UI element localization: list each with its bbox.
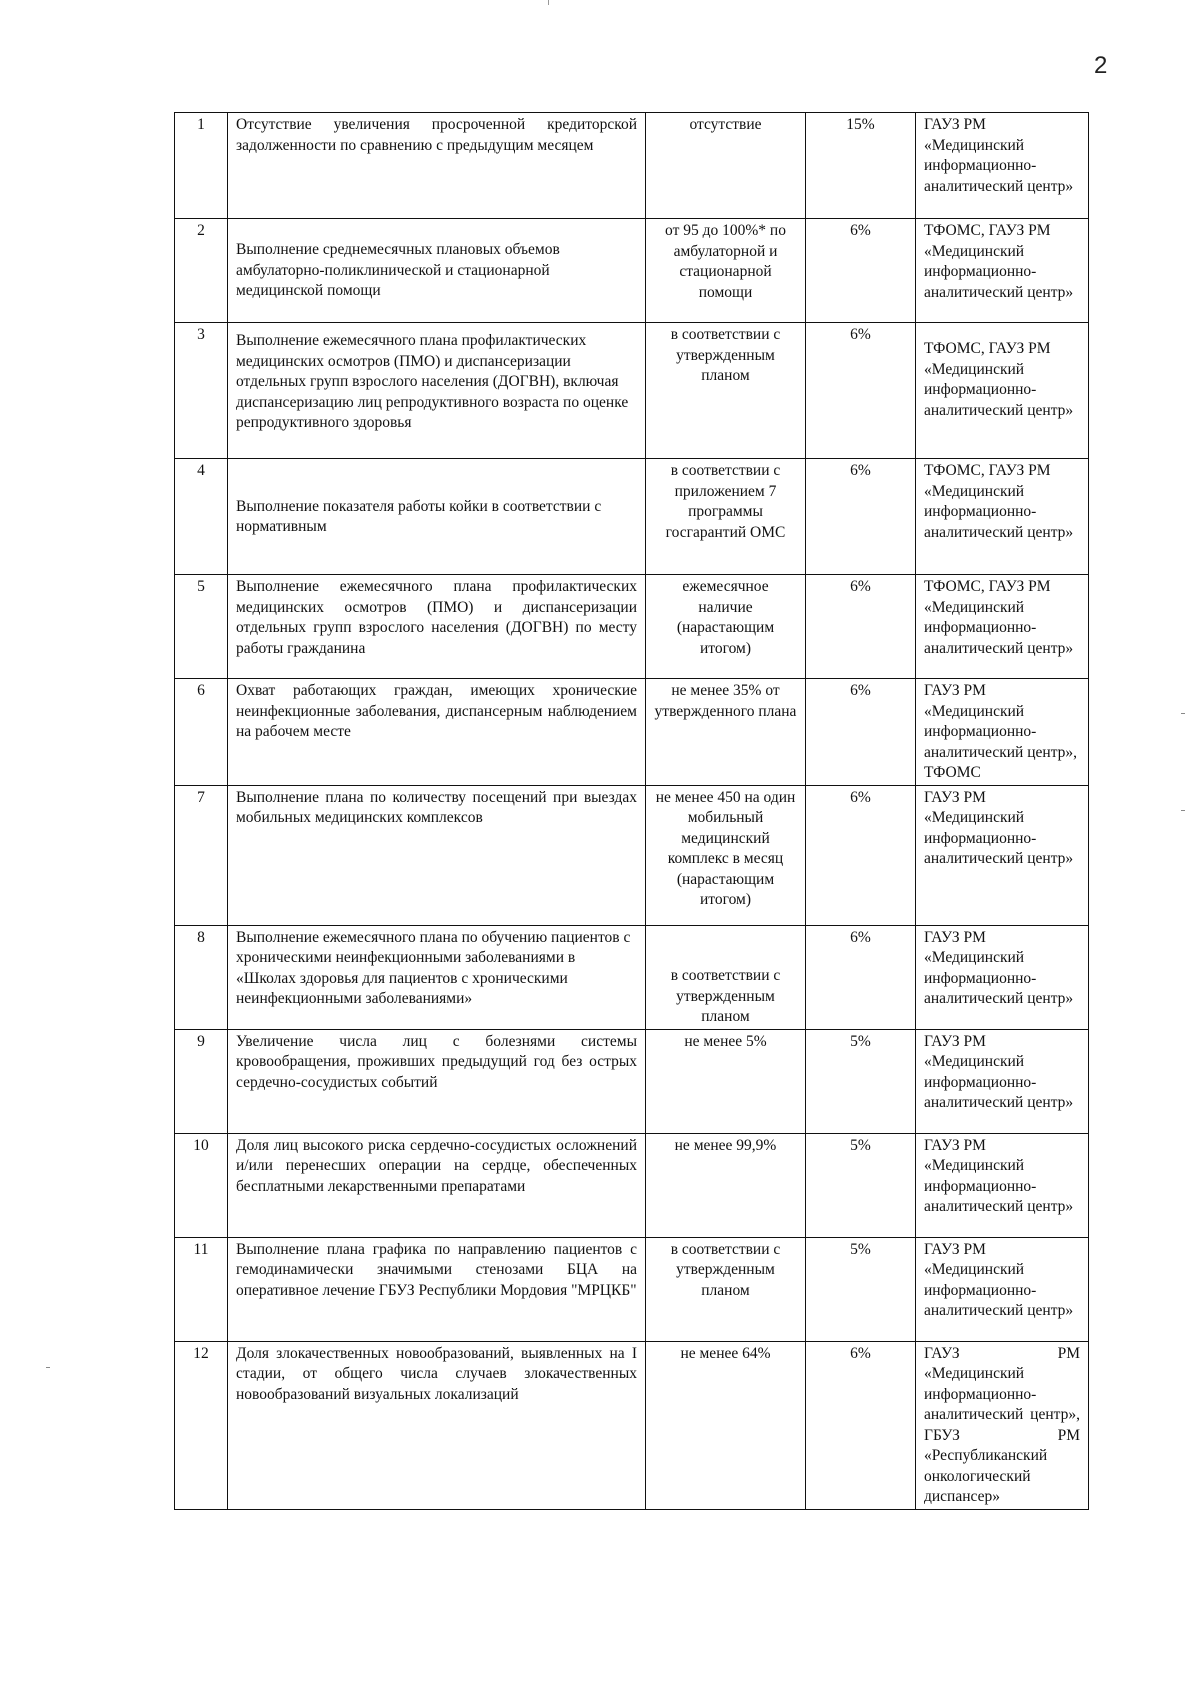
target-value-cell: отсутствие [646,113,806,219]
table-row [175,679,1089,786]
row-number: 10 [175,1133,228,1237]
indicator-cell: Увеличение числа лиц с болезнями системы кровообращения, проживших предыдущий год без острых сердечно-сосудистых событий [228,1029,646,1133]
weight-cell: 6% [806,459,916,575]
target-value-cell: от 95 до 100%* по амбулаторной и стационарной помощи [646,219,806,323]
weight-cell: 6% [806,575,916,679]
target-value-cell: не менее 35% от утвержденного плана [646,679,806,786]
row-number: 5 [175,575,228,679]
target-value-cell: в соответствии с утвержденным планом [646,323,806,459]
table-row [175,219,1089,323]
target-value-cell: не менее 64% [646,1341,806,1509]
scan-artifact [1181,713,1185,714]
weight-cell: 6% [806,323,916,459]
table-row [175,323,1089,459]
indicator-cell: Доля злокачественных новообразований, выявленных на I стадии, от общего числа случаев злокачественных новообразований визуальных локализаций [228,1341,646,1509]
indicator-cell: Выполнение ежемесячного плана по обучению пациентов с хроническими неинфекционными заболеваниями в «Школах здоровья для пациентов с хроническими неинфекционными заболеваниями» [228,925,646,1029]
table-row [175,113,1089,219]
table-row [175,1133,1089,1237]
target-value-cell: в соответствии с утвержденным планом [646,925,806,1029]
target-value-cell: не менее 99,9% [646,1133,806,1237]
row-number: 4 [175,459,228,575]
page-number: 2 [1094,52,1108,79]
table-row [175,575,1089,679]
row-number: 11 [175,1237,228,1341]
target-value-cell: не менее 450 на один мобильный медицинский комплекс в месяц (нарастающим итогом) [646,785,806,925]
target-value-cell: ежемесячное наличие (нарастающим итогом) [646,575,806,679]
indicator-cell: Выполнение показателя работы койки в соответствии с нормативным [228,459,646,575]
target-value-cell: в соответствии с утвержденным планом [646,1237,806,1341]
target-value-cell: в соответствии с приложением 7 программы госгарантий ОМС [646,459,806,575]
weight-cell: 6% [806,925,916,1029]
weight-cell: 5% [806,1133,916,1237]
row-number: 12 [175,1341,228,1509]
weight-cell: 5% [806,1237,916,1341]
table-row [175,785,1089,925]
source-cell: ТФОМС, ГАУЗ РМ «Медицинский информационно-аналитический центр» [916,575,1089,679]
scan-artifact [46,1367,50,1368]
weight-cell: 6% [806,1341,916,1509]
source-cell: ГАУЗ РМ «Медицинский информационно-аналитический центр» [916,1029,1089,1133]
row-number: 2 [175,219,228,323]
source-cell: ГАУЗ РМ «Медицинский информационно-аналитический центр» [916,113,1089,219]
source-cell: ТФОМС, ГАУЗ РМ «Медицинский информационно-аналитический центр» [916,459,1089,575]
row-number: 6 [175,679,228,786]
source-cell: ГАУЗ РМ «Медицинский информационно-аналитический центр», ТФОМС [916,679,1089,786]
indicator-cell: Охват работающих граждан, имеющих хронические неинфекционные заболевания, диспансерным наблюдением на рабочем месте [228,679,646,786]
indicator-cell: Доля лиц высокого риска сердечно-сосудистых осложнений и/или перенесших операции на сердце, обеспеченных бесплатными лекарственными препаратами [228,1133,646,1237]
row-number: 8 [175,925,228,1029]
source-cell: ГАУЗ РМ «Медицинский информационно-аналитический центр» [916,1237,1089,1341]
weight-cell: 6% [806,219,916,323]
scan-artifact [1181,810,1185,811]
row-number: 9 [175,1029,228,1133]
source-cell: ГАУЗ РМ «Медицинский информационно-аналитический центр» [916,925,1089,1029]
table-row [175,1029,1089,1133]
source-cell: ГАУЗ РМ «Медицинский информационно-аналитический центр», ГБУЗ РМ «Республиканский онкологический диспансер» [916,1341,1089,1509]
weight-cell: 5% [806,1029,916,1133]
table-row [175,1237,1089,1341]
weight-cell: 6% [806,679,916,786]
indicator-cell: Отсутствие увеличения просроченной кредиторской задолженности по сравнению с предыдущим месяцем [228,113,646,219]
source-cell: ТФОМС, ГАУЗ РМ «Медицинский информационно-аналитический центр» [916,323,1089,459]
row-number: 7 [175,785,228,925]
weight-cell: 6% [806,785,916,925]
target-value-cell: не менее 5% [646,1029,806,1133]
source-cell: ГАУЗ РМ «Медицинский информационно-аналитический центр» [916,1133,1089,1237]
scan-artifact [548,0,549,5]
source-cell: ГАУЗ РМ «Медицинский информационно-аналитический центр» [916,785,1089,925]
indicator-cell: Выполнение плана по количеству посещений при выездах мобильных медицинских комплексов [228,785,646,925]
indicators-table [174,112,1089,1510]
weight-cell: 15% [806,113,916,219]
table-row [175,925,1089,1029]
source-cell: ТФОМС, ГАУЗ РМ «Медицинский информационно-аналитический центр» [916,219,1089,323]
indicator-cell: Выполнение среднемесячных плановых объемов амбулаторно-поликлинической и стационарной медицинской помощи [228,219,646,323]
indicator-cell: Выполнение ежемесячного плана профилактических медицинских осмотров (ПМО) и диспансеризации отдельных групп взрослого населения (ДОГВН) по месту работы гражданина [228,575,646,679]
row-number: 3 [175,323,228,459]
table-row [175,459,1089,575]
table-row [175,1341,1089,1509]
indicator-cell: Выполнение ежемесячного плана профилактических медицинских осмотров (ПМО) и диспансеризации отдельных групп взрослого населения (ДОГВН), включая диспансеризацию лиц репродуктивного возраста по оценке репродуктивного здоровья [228,323,646,459]
row-number: 1 [175,113,228,219]
indicator-cell: Выполнение плана графика по направлению пациентов с гемодинамически значимыми стенозами БЦА на оперативное лечение ГБУЗ Республики Мордовия "МРЦКБ" [228,1237,646,1341]
